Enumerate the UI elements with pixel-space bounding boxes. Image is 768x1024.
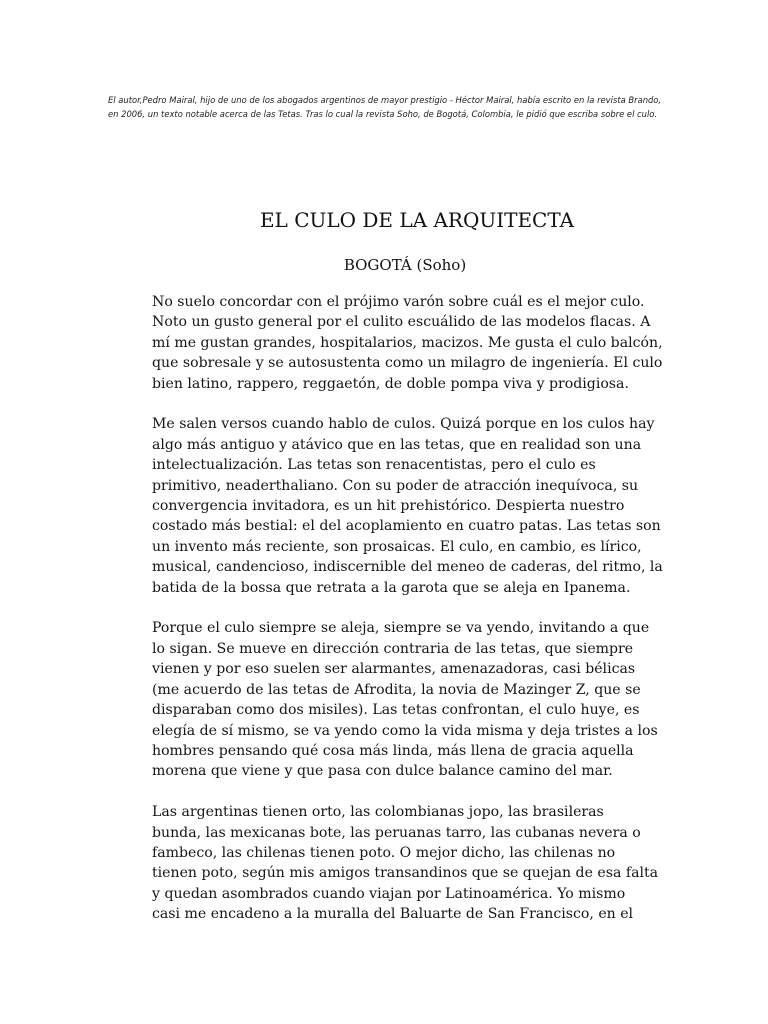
- paragraph-3: Porque el culo siempre se aleja, siempre se va yendo, invitando a que lo sigan. Se mueve en dirección contraria de las tetas, que siempre vienen y por eso suelen ser alarmantes, amenazadoras, casi bélicas (me acuerdo de las tetas de Afrodita, la novia de Mazinger Z, que se disparaban como dos misiles). Las tetas confrontan, el culo huye, es elegía de sí mismo, se va yendo como la vida misma y deja tristes a los hombres pensando qué cosa más linda, más llena de gracia aquella morena que viene y que pasa con dulce balance camino del mar.: [152, 620, 658, 780]
- paragraph-4: Las argentinas tienen orto, las colombianas jopo, las brasileras bunda, las mexicanas bote, las peruanas tarro, las cubanas nevera o fambeco, las chilenas tienen poto. O mejor dicho, las chilenas no tienen poto, según mis amigos transandinos que se quejan de esa falta y quedan asombrados cuando viajan por Latinoamérica. Yo mismo casi me encadeno a la muralla del Baluarte de San Francisco, en el: [152, 804, 659, 923]
- article-title: EL CULO DE LA ARQUITECTA: [259, 208, 575, 232]
- paragraph-1: No suelo concordar con el prójimo varón sobre cuál es el mejor culo. Noto un gusto general por el culito escuálido de las modelos flacas. A mí me gustan grandes, hospitalarios, macizos. Me gusta el culo balcón, que sobresale y se autosustenta como un milagro de ingeniería. El culo bien latino, rappero, reggaetón, de doble pompa viva y prodigiosa.: [152, 294, 663, 392]
- intro-note: El autor,Pedro Mairal, hijo de uno de los abogados argentinos de mayor prestigio - Héctor Mairal, había escrito en la revista Brando, en 2006, un texto notable acerca de las Tetas. Tras lo cual la revista Soho, de Bogotá, Colombia, le pidió que escriba sobre el culo.: [108, 95, 662, 119]
- article-body: [152, 292, 664, 945]
- paragraph-2: Me salen versos cuando hablo de culos. Quizá porque en los culos hay algo más antiguo y atávico que en las tetas, que en realidad son una intelectualización. Las tetas son renacentistas, pero el culo es primitivo, neaderthaliano. Con su poder de atracción inequívoca, su convergencia invitadora, es un hit prehistórico. Despierta nuestro costado más bestial: el del acoplamiento en cuatro patas. Las tetas son un invento más reciente, son prosaicas. El culo, en cambio, es lírico, musical, candencioso, indiscernible del meneo de caderas, del ritmo, la batida de la bossa que retrata a la garota que se aleja en Ipanema.: [152, 416, 663, 596]
- article-subtitle: BOGOTÁ (Soho): [343, 256, 467, 274]
